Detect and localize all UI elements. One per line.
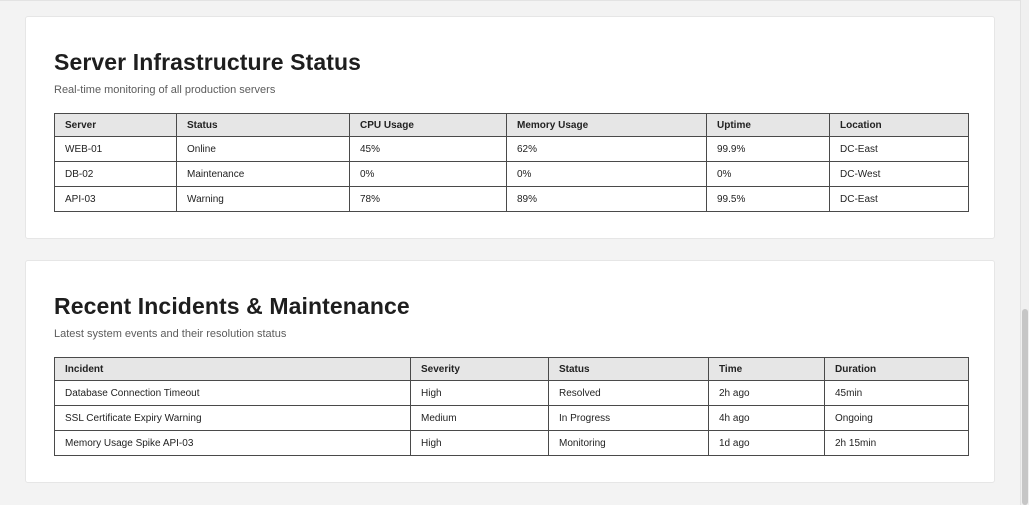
location-cell: DC-East bbox=[830, 187, 969, 212]
server-name-cell: API-03 bbox=[55, 187, 177, 212]
incidents-table bbox=[54, 357, 969, 456]
server-status-cell: Maintenance bbox=[177, 162, 350, 187]
time-cell: 4h ago bbox=[709, 406, 825, 431]
top-divider bbox=[0, 0, 1020, 1]
time-cell: 2h ago bbox=[709, 381, 825, 406]
column-header-incident: Incident bbox=[55, 358, 411, 381]
table-row bbox=[55, 137, 969, 162]
uptime-cell: 99.9% bbox=[707, 137, 830, 162]
time-cell: 1d ago bbox=[709, 431, 825, 456]
incident-status-cell: Monitoring bbox=[549, 431, 709, 456]
memory-usage-cell: 0% bbox=[507, 162, 707, 187]
incident-name-cell: SSL Certificate Expiry Warning bbox=[55, 406, 411, 431]
incident-status-cell: In Progress bbox=[549, 406, 709, 431]
server-name-cell: WEB-01 bbox=[55, 137, 177, 162]
table-row bbox=[55, 187, 969, 212]
table-header-row bbox=[55, 358, 969, 381]
column-header-status: Status bbox=[549, 358, 709, 381]
severity-cell: Medium bbox=[411, 406, 549, 431]
incidents-title: Recent Incidents & Maintenance bbox=[54, 293, 410, 319]
column-header-location: Location bbox=[830, 114, 969, 137]
column-header-duration: Duration bbox=[825, 358, 969, 381]
table-row bbox=[55, 431, 969, 456]
incident-status-cell: Resolved bbox=[549, 381, 709, 406]
incident-name-cell: Memory Usage Spike API-03 bbox=[55, 431, 411, 456]
uptime-cell: 99.5% bbox=[707, 187, 830, 212]
cpu-usage-cell: 78% bbox=[350, 187, 507, 212]
table-header-row bbox=[55, 114, 969, 137]
memory-usage-cell: 89% bbox=[507, 187, 707, 212]
scrollbar-thumb[interactable] bbox=[1022, 309, 1028, 505]
table-row bbox=[55, 162, 969, 187]
server-status-cell: Warning bbox=[177, 187, 350, 212]
duration-cell: 2h 15min bbox=[825, 431, 969, 456]
duration-cell: Ongoing bbox=[825, 406, 969, 431]
memory-usage-cell: 62% bbox=[507, 137, 707, 162]
server-status-subtitle: Real-time monitoring of all production servers bbox=[54, 84, 276, 96]
column-header-status: Status bbox=[177, 114, 350, 137]
duration-cell: 45min bbox=[825, 381, 969, 406]
server-name-cell: DB-02 bbox=[55, 162, 177, 187]
location-cell: DC-East bbox=[830, 137, 969, 162]
column-header-uptime: Uptime bbox=[707, 114, 830, 137]
severity-cell: High bbox=[411, 381, 549, 406]
incident-name-cell: Database Connection Timeout bbox=[55, 381, 411, 406]
column-header-memory-usage: Memory Usage bbox=[507, 114, 707, 137]
uptime-cell: 0% bbox=[707, 162, 830, 187]
column-header-server: Server bbox=[55, 114, 177, 137]
column-header-time: Time bbox=[709, 358, 825, 381]
server-status-title: Server Infrastructure Status bbox=[54, 49, 362, 75]
severity-cell: High bbox=[411, 431, 549, 456]
incidents-card bbox=[25, 260, 995, 483]
location-cell: DC-West bbox=[830, 162, 969, 187]
table-row bbox=[55, 406, 969, 431]
column-header-cpu-usage: CPU Usage bbox=[350, 114, 507, 137]
column-header-severity: Severity bbox=[411, 358, 549, 381]
cpu-usage-cell: 45% bbox=[350, 137, 507, 162]
cpu-usage-cell: 0% bbox=[350, 162, 507, 187]
incidents-subtitle: Latest system events and their resolution status bbox=[54, 328, 287, 340]
table-row bbox=[55, 381, 969, 406]
server-status-cell: Online bbox=[177, 137, 350, 162]
server-status-card bbox=[25, 16, 995, 239]
vertical-scrollbar[interactable] bbox=[1020, 0, 1029, 505]
server-status-table bbox=[54, 113, 969, 212]
